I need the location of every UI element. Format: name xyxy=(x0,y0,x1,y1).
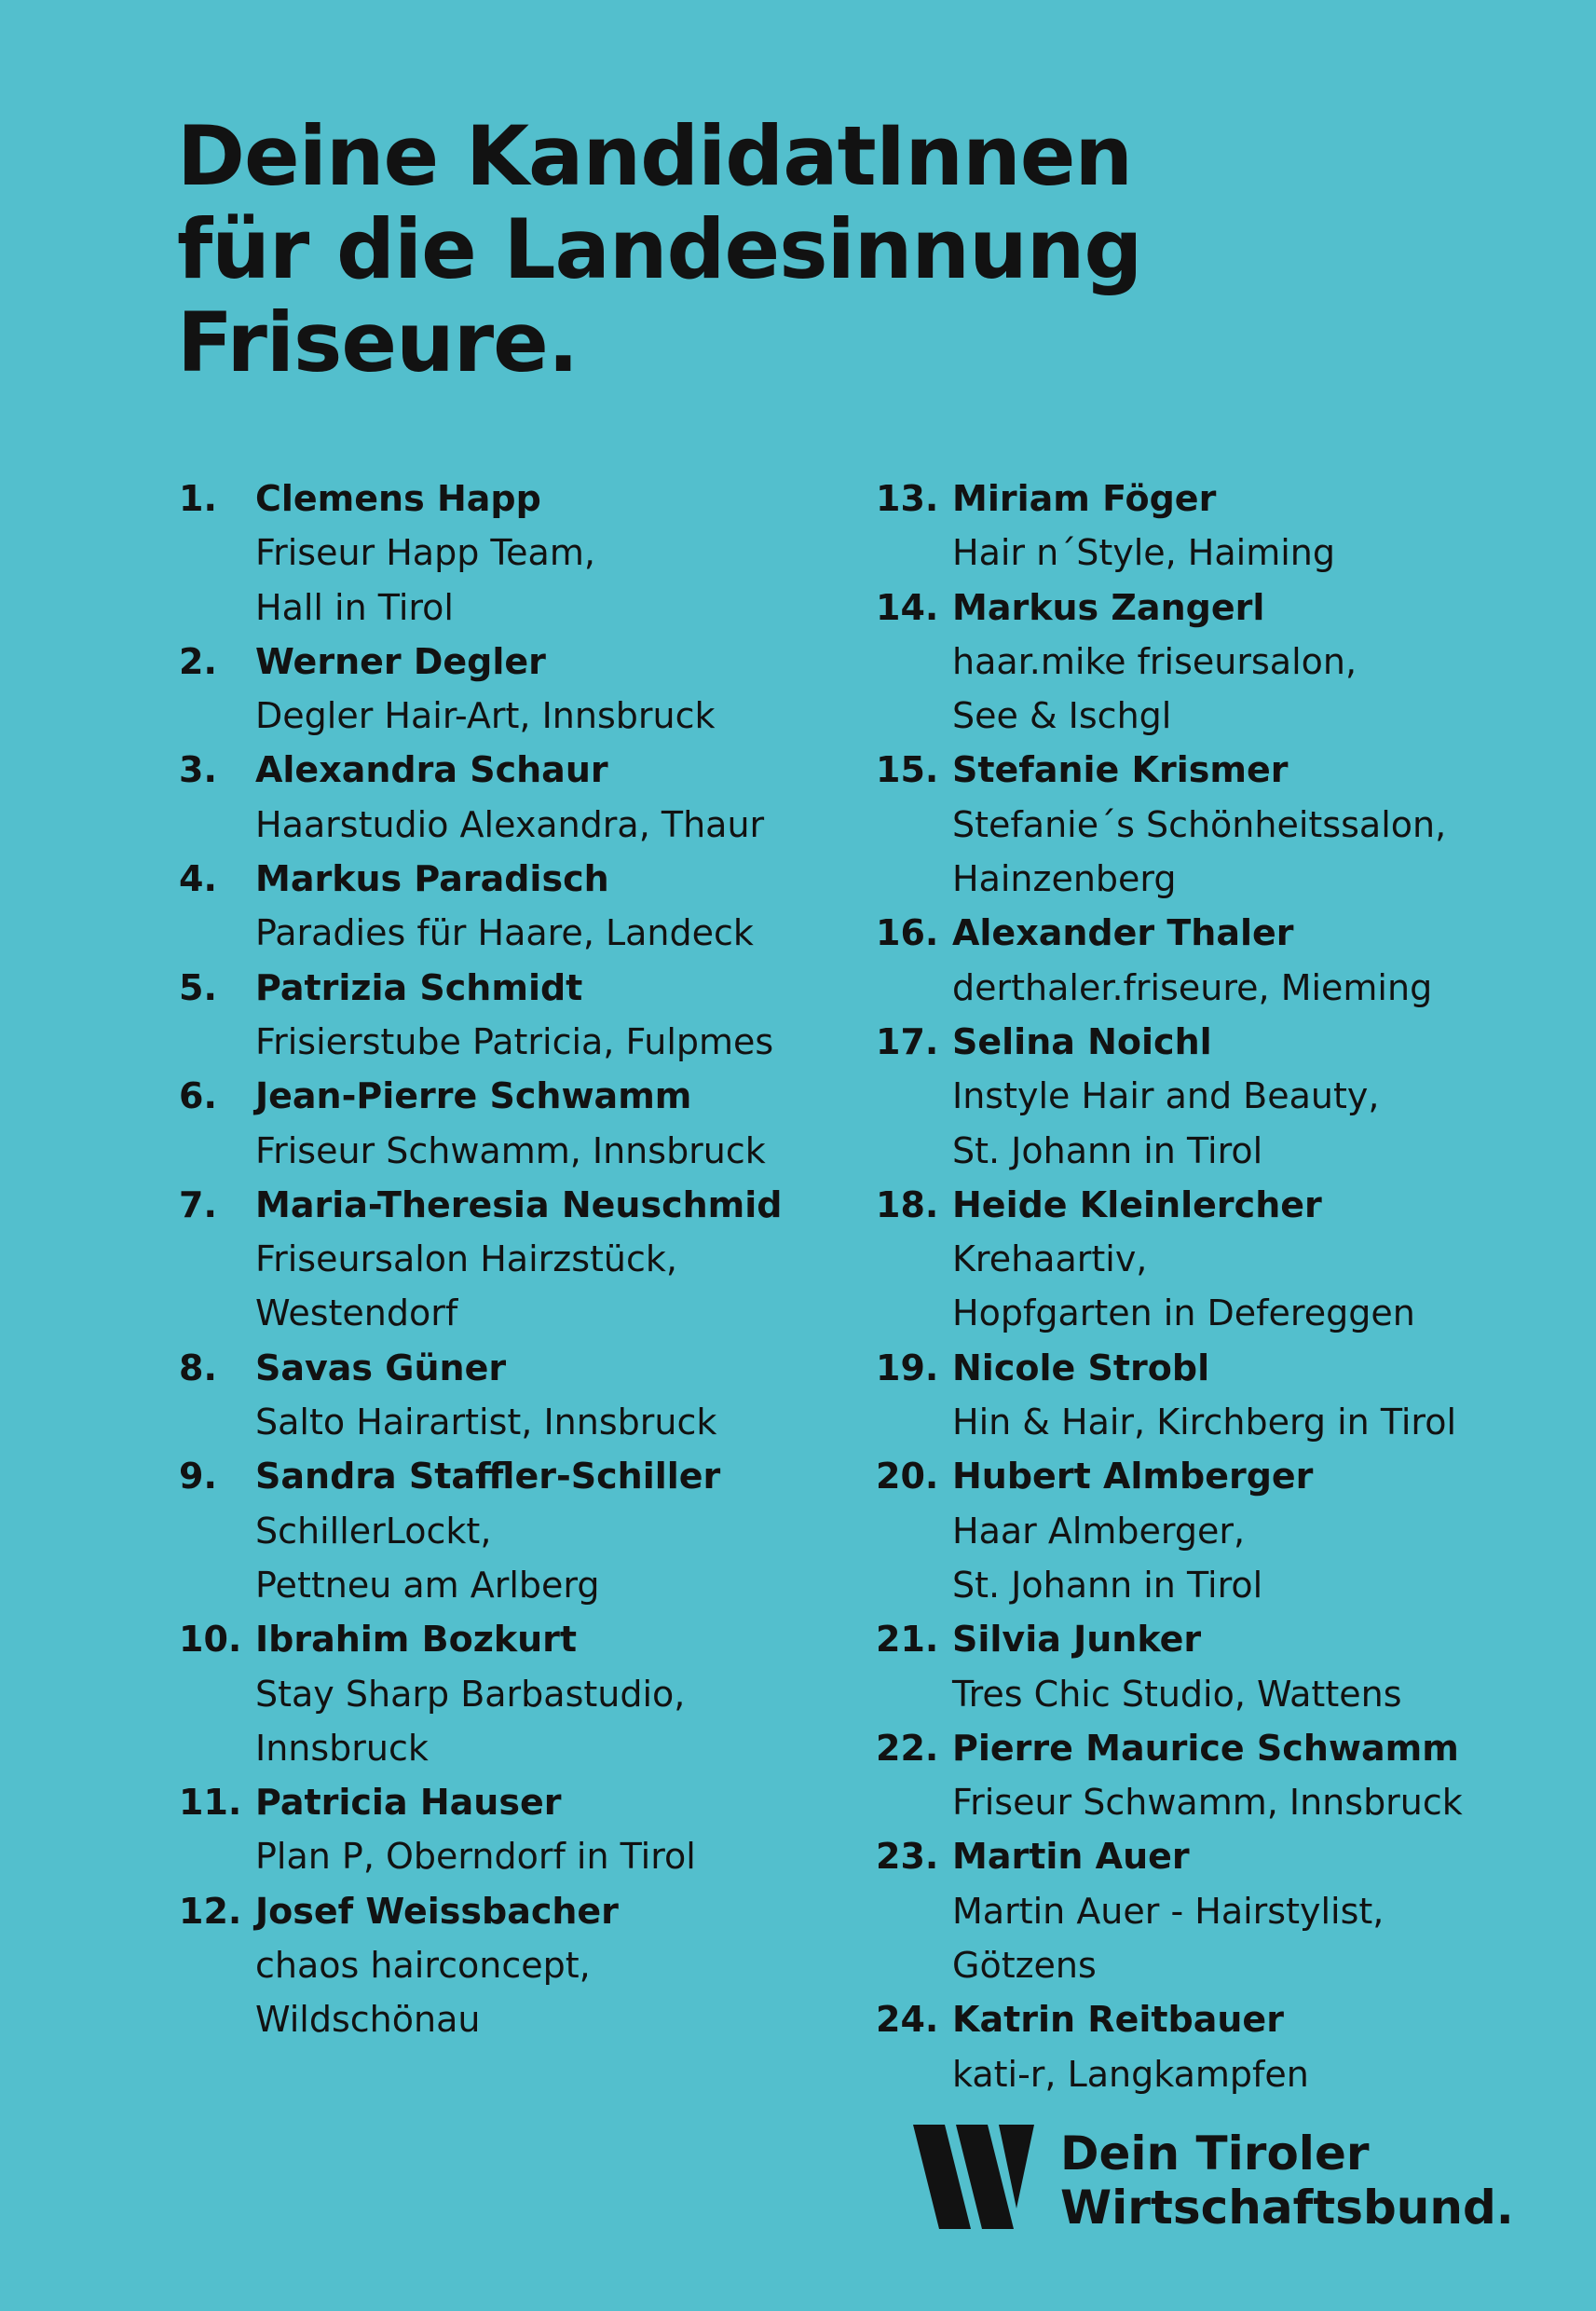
candidate-item xyxy=(876,581,1547,744)
title-line-2: für die Landesinnung xyxy=(177,201,1142,297)
page-title xyxy=(177,110,1481,390)
candidate-item xyxy=(876,1612,1547,1721)
brand-name xyxy=(1060,2126,1514,2235)
candidate-salon-line: Salto Hairartist, Innsbruck xyxy=(255,1402,717,1443)
candidate-number: 6. xyxy=(179,1075,217,1117)
candidate-item xyxy=(179,472,868,635)
candidate-list-left xyxy=(179,472,868,2047)
candidate-number: 23. xyxy=(876,1836,939,1878)
candidate-item xyxy=(876,1449,1547,1612)
candidate-name: Markus Paradisch xyxy=(255,858,609,900)
candidate-salon-line: Friseur Schwamm, Innsbruck xyxy=(952,1782,1463,1824)
candidate-name: Clemens Happ xyxy=(255,478,541,519)
candidate-item xyxy=(179,1775,868,1884)
title-line-1: Deine KandidatInnen xyxy=(177,108,1133,204)
wirtschaftsbund-w-logo-icon xyxy=(913,2125,1034,2229)
candidate-item xyxy=(876,1015,1547,1178)
candidate-number: 19. xyxy=(876,1347,939,1388)
candidate-name: Pierre Maurice Schwamm xyxy=(952,1727,1459,1769)
candidate-number: 20. xyxy=(876,1456,939,1497)
candidate-name: Stefanie Krismer xyxy=(952,749,1289,791)
candidate-salon-line: See & Ischgl xyxy=(952,695,1172,737)
candidate-name: Hubert Almberger xyxy=(952,1456,1314,1497)
candidate-salon-line: Hall in Tirol xyxy=(255,586,454,628)
candidate-salon-line: Hopfgarten in Defereggen xyxy=(952,1292,1415,1334)
candidate-salon-line: Hair n´Style, Haiming xyxy=(952,532,1336,574)
candidate-salon-line: Götzens xyxy=(952,1945,1097,1987)
candidate-number: 22. xyxy=(876,1727,939,1769)
candidate-item xyxy=(179,1612,868,1775)
candidate-number: 21. xyxy=(876,1619,939,1661)
brand-line-2: Wirtschaftsbund. xyxy=(1060,2181,1514,2235)
candidate-salon-line: Degler Hair-Art, Innsbruck xyxy=(255,695,716,737)
candidate-salon-line: chaos hairconcept, xyxy=(255,1945,591,1987)
candidate-item xyxy=(179,743,868,852)
candidate-item xyxy=(179,961,868,1070)
candidate-name: Martin Auer xyxy=(952,1836,1190,1878)
candidate-salon-line: Krehaartiv, xyxy=(952,1238,1148,1280)
candidate-item xyxy=(179,1178,868,1341)
candidate-salon-line: Tres Chic Studio, Wattens xyxy=(952,1673,1402,1715)
candidate-salon-line: Stay Sharp Barbastudio, xyxy=(255,1673,686,1715)
candidate-number: 15. xyxy=(876,749,939,791)
candidate-item xyxy=(179,1449,868,1612)
candidate-salon-line: derthaler.friseure, Mieming xyxy=(952,966,1433,1008)
candidate-item xyxy=(179,1884,868,2047)
candidate-name: Heide Kleinlercher xyxy=(952,1183,1322,1225)
candidate-salon-line: Frisierstube Patricia, Fulpmes xyxy=(255,1020,774,1062)
candidate-name: Sandra Staffler-Schiller xyxy=(255,1456,721,1497)
candidate-salon-line: Hainzenberg xyxy=(952,858,1177,900)
candidate-number: 8. xyxy=(179,1347,217,1388)
candidate-name: Josef Weissbacher xyxy=(255,1890,619,1932)
candidate-item xyxy=(876,1178,1547,1341)
candidate-number: 7. xyxy=(179,1183,217,1225)
candidate-number: 9. xyxy=(179,1456,217,1497)
candidate-salon-line: haar.mike friseursalon, xyxy=(952,640,1357,682)
candidate-number: 14. xyxy=(876,586,939,628)
candidate-number: 10. xyxy=(179,1619,242,1661)
candidate-item xyxy=(876,906,1547,1015)
candidate-name: Maria-Theresia Neuschmid xyxy=(255,1183,783,1225)
candidate-item xyxy=(179,852,868,961)
candidate-number: 5. xyxy=(179,966,217,1008)
candidate-salon-line: Friseur Happ Team, xyxy=(255,532,595,574)
candidate-item xyxy=(876,1829,1547,1992)
candidate-number: 18. xyxy=(876,1183,939,1225)
candidate-salon-line: Instyle Hair and Beauty, xyxy=(952,1075,1380,1117)
candidate-name: Nicole Strobl xyxy=(952,1347,1210,1388)
candidate-list-right xyxy=(876,472,1547,2101)
candidate-salon-line: Pettneu am Arlberg xyxy=(255,1564,600,1606)
candidate-number: 12. xyxy=(179,1890,242,1932)
candidate-name: Markus Zangerl xyxy=(952,586,1265,628)
brand-line-1: Dein Tiroler xyxy=(1060,2126,1370,2181)
title-line-3: Friseure. xyxy=(177,294,579,390)
candidate-number: 1. xyxy=(179,478,217,519)
candidate-name: Patrizia Schmidt xyxy=(255,966,583,1008)
candidate-name: Alexander Thaler xyxy=(952,912,1294,954)
candidate-item xyxy=(179,1341,868,1450)
candidate-number: 24. xyxy=(876,1999,939,2041)
candidate-number: 11. xyxy=(179,1782,242,1824)
candidate-salon-line: Stefanie´s Schönheitssalon, xyxy=(952,803,1447,845)
candidate-name: Ibrahim Bozkurt xyxy=(255,1619,578,1661)
candidate-item xyxy=(876,743,1547,906)
candidate-salon-line: Hin & Hair, Kirchberg in Tirol xyxy=(952,1402,1457,1443)
candidate-salon-line: Westendorf xyxy=(255,1292,458,1334)
candidate-salon-line: Haar Almberger, xyxy=(952,1510,1246,1552)
candidate-salon-line: St. Johann in Tirol xyxy=(952,1564,1263,1606)
candidate-number: 13. xyxy=(876,478,939,519)
candidate-item xyxy=(876,472,1547,581)
candidate-salon-line: St. Johann in Tirol xyxy=(952,1129,1263,1171)
candidate-salon-line: Plan P, Oberndorf in Tirol xyxy=(255,1836,696,1878)
candidate-salon-line: Innsbruck xyxy=(255,1727,429,1769)
candidate-name: Selina Noichl xyxy=(952,1020,1212,1062)
candidate-item xyxy=(179,635,868,744)
candidate-name: Miriam Föger xyxy=(952,478,1217,519)
candidate-salon-line: SchillerLockt, xyxy=(255,1510,492,1552)
candidate-name: Silvia Junker xyxy=(952,1619,1202,1661)
candidate-name: Savas Güner xyxy=(255,1347,507,1388)
candidate-salon-line: kati-r, Langkampfen xyxy=(952,2053,1309,2095)
candidate-number: 16. xyxy=(876,912,939,954)
candidate-name: Jean-Pierre Schwamm xyxy=(255,1075,692,1117)
candidate-item xyxy=(876,1992,1547,2101)
candidate-name: Katrin Reitbauer xyxy=(952,1999,1284,2041)
candidate-number: 17. xyxy=(876,1020,939,1062)
candidate-salon-line: Martin Auer - Hairstylist, xyxy=(952,1890,1385,1932)
candidate-salon-line: Haarstudio Alexandra, Thaur xyxy=(255,803,765,845)
candidate-name: Patricia Hauser xyxy=(255,1782,562,1824)
candidate-name: Werner Degler xyxy=(255,640,546,682)
candidate-salon-line: Wildschönau xyxy=(255,1999,481,2041)
candidate-item xyxy=(179,1069,868,1178)
candidate-number: 4. xyxy=(179,858,217,900)
candidate-salon-line: Friseursalon Hairzstück, xyxy=(255,1238,677,1280)
candidate-name: Alexandra Schaur xyxy=(255,749,608,791)
candidate-item xyxy=(876,1341,1547,1450)
candidate-salon-line: Paradies für Haare, Landeck xyxy=(255,912,754,954)
candidate-number: 2. xyxy=(179,640,217,682)
candidate-item xyxy=(876,1721,1547,1830)
candidate-number: 3. xyxy=(179,749,217,791)
candidate-salon-line: Friseur Schwamm, Innsbruck xyxy=(255,1129,766,1171)
